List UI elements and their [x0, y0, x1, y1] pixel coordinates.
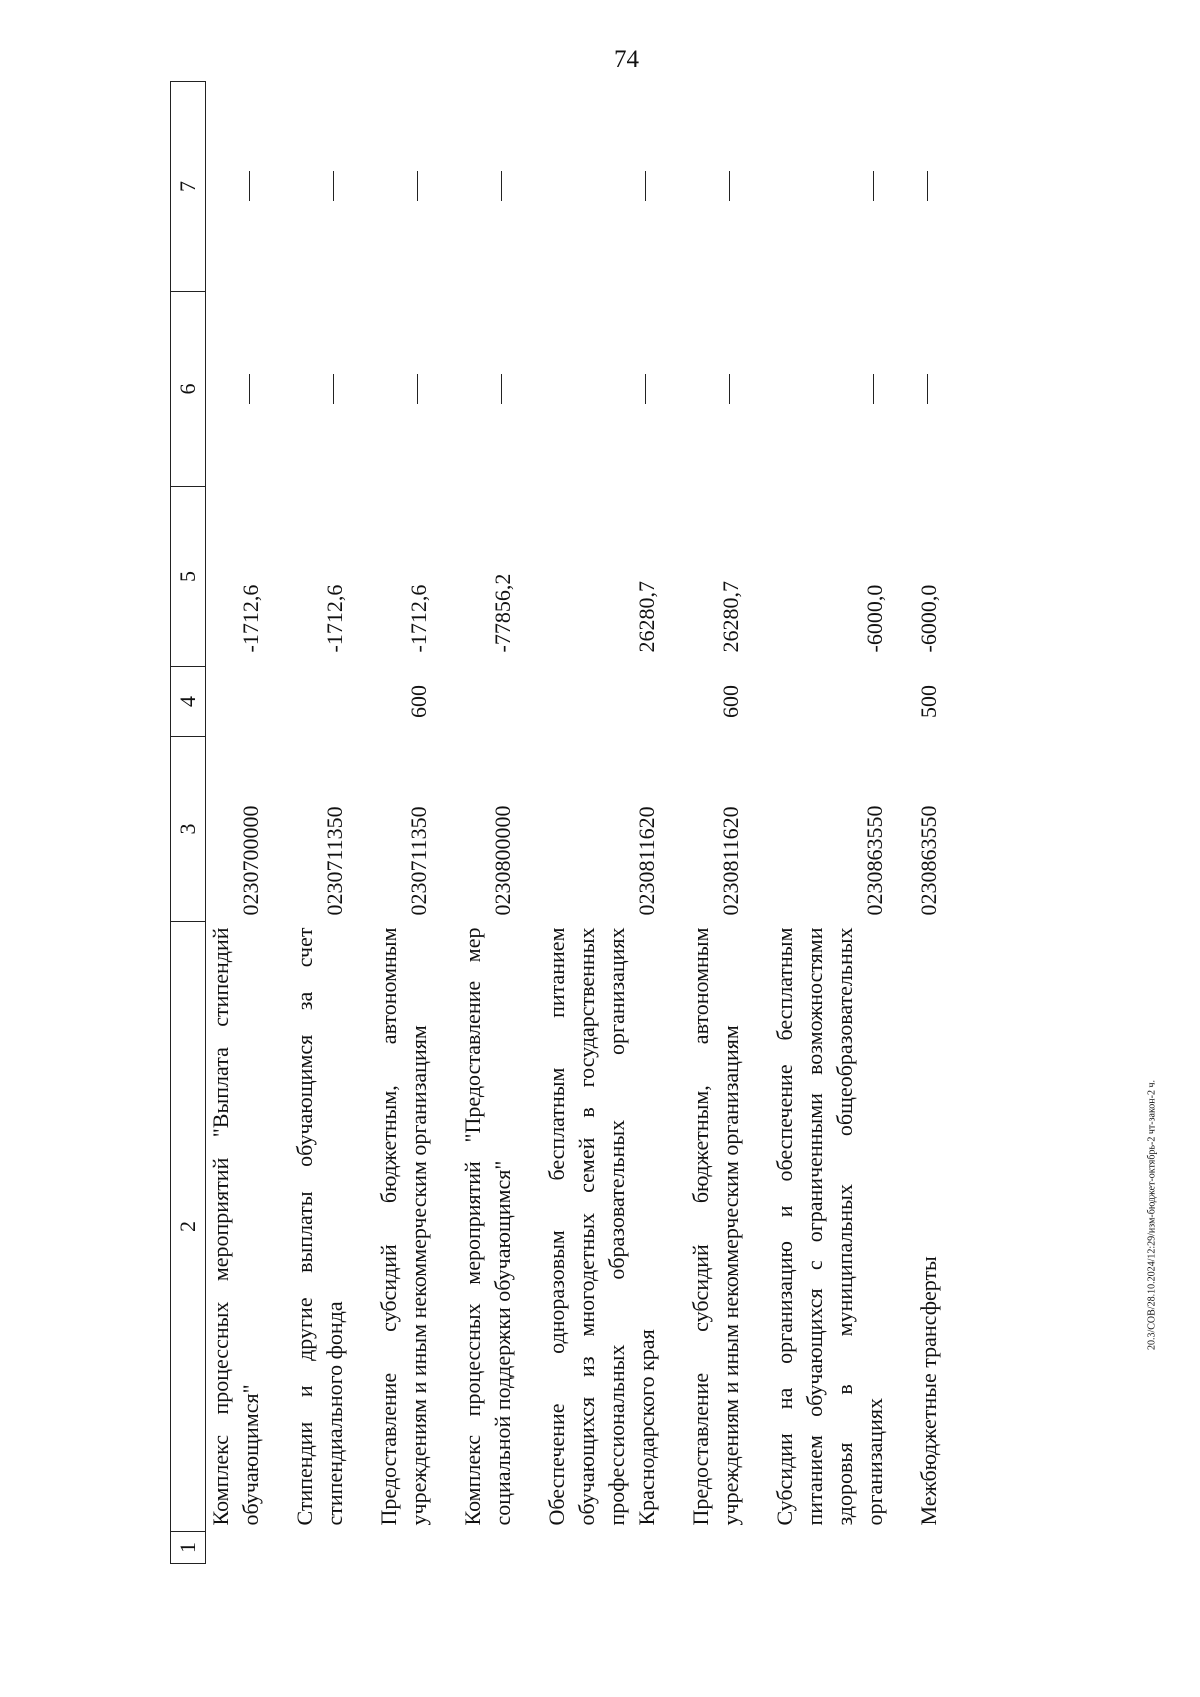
page-number: 74: [614, 46, 639, 73]
table-row: [448, 82, 532, 1564]
row-col6-dash: [904, 292, 958, 487]
budget-table: [170, 81, 958, 1564]
rotated-table-wrapper: [170, 82, 1090, 1564]
row-sum: -1712,6: [238, 584, 263, 653]
row-expense-type: [532, 667, 676, 737]
column-header-5: 5: [171, 487, 206, 667]
dash-mark: [873, 172, 874, 202]
row-spacer: [448, 1532, 532, 1564]
row-col7-dash: [364, 82, 448, 292]
row-col7-dash: [904, 82, 958, 292]
dash-mark: [927, 172, 928, 202]
table-row: [364, 82, 448, 1564]
column-header-4: 4: [171, 667, 206, 737]
row-expense-type: 600: [406, 685, 431, 718]
row-name: Субсидии на организацию и обеспечение бесплатным питанием обучающихся с ограниченными возможностями здоровья в муниципальных общеобразовательных организациях: [772, 927, 887, 1526]
column-header-3: 3: [171, 737, 206, 922]
column-header-2: 2: [171, 922, 206, 1532]
row-spacer: [532, 1532, 676, 1564]
dash-mark: [333, 374, 334, 404]
row-col6-dash: [206, 292, 281, 487]
row-col7-dash: [206, 82, 281, 292]
dash-mark: [333, 172, 334, 202]
table-row: [676, 82, 760, 1564]
column-header-6: 6: [171, 292, 206, 487]
row-expense-type: [760, 667, 904, 737]
row-code: 0230863550: [862, 805, 887, 916]
column-header-1: 1: [171, 1532, 206, 1564]
row-sum: 26280,7: [634, 581, 659, 653]
table-row: [760, 82, 904, 1564]
row-col6-dash: [532, 292, 676, 487]
dash-mark: [927, 374, 928, 404]
row-col7-dash: [760, 82, 904, 292]
row-expense-type: 500: [916, 685, 941, 718]
row-col7-dash: [448, 82, 532, 292]
row-code: 0230863550: [916, 805, 941, 916]
row-col6-dash: [364, 292, 448, 487]
dash-mark: [249, 374, 250, 404]
row-sum: -6000,0: [916, 584, 941, 653]
dash-mark: [729, 374, 730, 404]
row-name: Межбюджетные трансферты: [916, 1256, 941, 1526]
row-code: 0230700000: [238, 805, 263, 916]
row-expense-type: [206, 667, 281, 737]
row-spacer: [206, 1532, 281, 1564]
dash-mark: [417, 374, 418, 404]
dash-mark: [645, 172, 646, 202]
column-header-7: 7: [171, 82, 206, 292]
dash-mark: [501, 374, 502, 404]
row-code: 0230800000: [490, 805, 515, 916]
dash-mark: [645, 374, 646, 404]
row-name: Обеспечение одноразовым бесплатным питанием обучающихся из многодетных семей в государственных профессиональных образовательных организациях Краснодарского края: [544, 927, 659, 1526]
row-sum: -1712,6: [322, 584, 347, 653]
table-row: [532, 82, 676, 1564]
row-sum: 26280,7: [718, 581, 743, 653]
row-sum: -6000,0: [862, 584, 887, 653]
row-code: 0230811620: [634, 806, 659, 916]
row-expense-type: [448, 667, 532, 737]
row-spacer: [904, 1532, 958, 1564]
row-col6-dash: [760, 292, 904, 487]
row-spacer: [280, 1532, 364, 1564]
row-name: Комплекс процессных мероприятий "Выплата стипендий обучающимся": [208, 927, 263, 1526]
row-spacer: [364, 1532, 448, 1564]
row-name: Комплекс процессных мероприятий "Предоставление мер социальной поддержки обучающимся": [460, 927, 515, 1526]
table-row: [904, 82, 958, 1564]
row-col6-dash: [448, 292, 532, 487]
dash-mark: [729, 172, 730, 202]
table-header-row: [171, 82, 206, 1564]
row-name: Предоставление субсидий бюджетным, автономным учреждениям и иным некоммерческим организациям: [688, 927, 743, 1526]
row-expense-type: 600: [718, 685, 743, 718]
row-col7-dash: [532, 82, 676, 292]
dash-mark: [873, 374, 874, 404]
row-col6-dash: [676, 292, 760, 487]
row-expense-type: [280, 667, 364, 737]
dash-mark: [249, 172, 250, 202]
row-sum: -77856,2: [490, 573, 515, 653]
row-name: Предоставление субсидий бюджетным, автономным учреждениям и иным некоммерческим организациям: [376, 927, 431, 1526]
table-row: [206, 82, 281, 1564]
row-col7-dash: [676, 82, 760, 292]
row-col6-dash: [280, 292, 364, 487]
row-spacer: [676, 1532, 760, 1564]
row-spacer: [760, 1532, 904, 1564]
row-code: 0230711350: [406, 806, 431, 916]
dash-mark: [501, 172, 502, 202]
document-stamp: 20.3/СОВ/28.10.2024/12:29/изм-бюджет-октябрь-2 чт-закон-2 ч.: [1146, 1079, 1158, 1351]
row-name: Стипендии и другие выплаты обучающимся за счет стипендиального фонда: [292, 927, 347, 1526]
table-row: [280, 82, 364, 1564]
row-sum: -1712,6: [406, 584, 431, 653]
row-code: 0230811620: [718, 806, 743, 916]
row-code: 0230711350: [322, 806, 347, 916]
table-body: [206, 82, 959, 1564]
dash-mark: [417, 172, 418, 202]
row-col7-dash: [280, 82, 364, 292]
